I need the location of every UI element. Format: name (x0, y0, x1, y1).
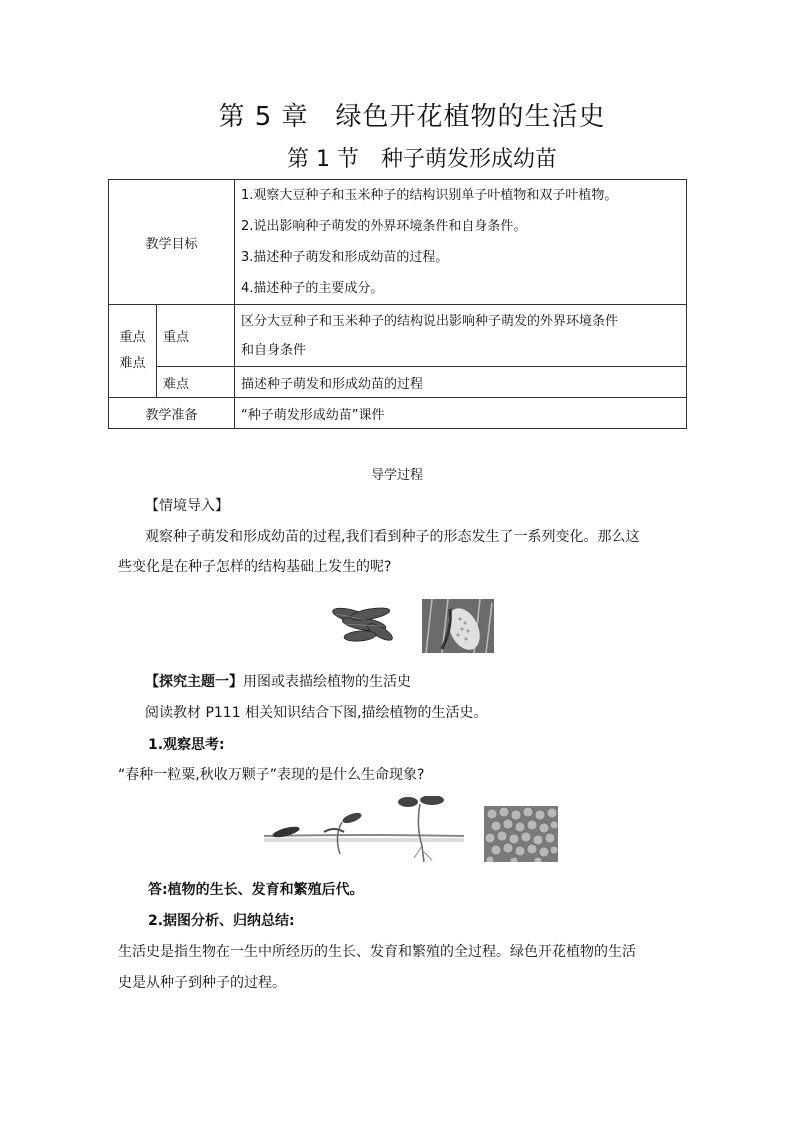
summary-line: 生活史是指生物在一生中所经历的生长、发育和繁殖的全过程。绿色开花植物的生活 (118, 944, 636, 960)
harvested-seeds-image (484, 806, 558, 862)
corn-image (422, 599, 494, 653)
goals-label: 教学目标 (109, 180, 235, 305)
topic1-read: 阅读教材 P111 相关知识结合下图,描绘植物的生活史。 (145, 705, 488, 721)
summary-line: 史是从种子到种子的过程。 (118, 975, 286, 991)
prep-cell: “种子萌发形成幼苗”课件 (235, 398, 687, 429)
intro-line: 些变化是在种子怎样的结构基础上发生的呢? (118, 559, 392, 575)
objectives-table (108, 179, 687, 429)
goals-cell (235, 180, 687, 305)
key-line: 和自身条件 (241, 342, 307, 358)
q2-heading: 2.据图分析、归纳总结: (148, 913, 295, 929)
key-label: 重点 (157, 305, 235, 367)
difficult-label: 难点 (157, 367, 235, 398)
goal-item: 2.说出影响种子萌发的外界环境条件和自身条件。 (241, 219, 527, 234)
answer: 答:植物的生长、发育和繁殖后代。 (148, 882, 364, 898)
difficult-cell: 描述种子萌发和形成幼苗的过程 (235, 367, 687, 398)
topic1-title: 用图或表描绘植物的生活史 (243, 674, 411, 690)
kd-label-difficult: 难点 (119, 356, 146, 371)
q1-heading: 1.观察思考: (148, 737, 225, 753)
germination-image (264, 796, 464, 866)
intro-heading: 【情境导入】 (145, 498, 229, 514)
intro-line: 观察种子萌发和形成幼苗的过程,我们看到种子的形态发生了一系列变化。那么这 (145, 529, 640, 545)
topic1-heading (145, 672, 411, 692)
section-title: 第 1 节 种子萌发形成幼苗 (287, 147, 557, 172)
bean-seeds-image (330, 600, 398, 650)
goal-item: 4.描述种子的主要成分。 (241, 281, 384, 296)
key-line: 区分大豆种子和玉米种子的结构说出影响种子萌发的外界环境条件 (241, 313, 619, 329)
chapter-title: 第 5 章 绿色开花植物的生活史 (218, 102, 606, 132)
goal-item: 1.观察大豆种子和玉米种子的结构识别单子叶植物和双子叶植物。 (241, 188, 618, 203)
prep-label: 教学准备 (109, 398, 235, 429)
key-difficult-label (109, 305, 157, 398)
kd-label-key: 重点 (119, 330, 146, 345)
q1-text: “春种一粒粟,秋收万颗子”表现的是什么生命现象? (118, 767, 425, 783)
process-heading: 导学过程 (370, 468, 423, 483)
key-cell (235, 305, 687, 367)
topic1-heading-label: 【探究主题一】 (145, 674, 243, 690)
goal-item: 3.描述种子萌发和形成幼苗的过程。 (241, 250, 449, 265)
